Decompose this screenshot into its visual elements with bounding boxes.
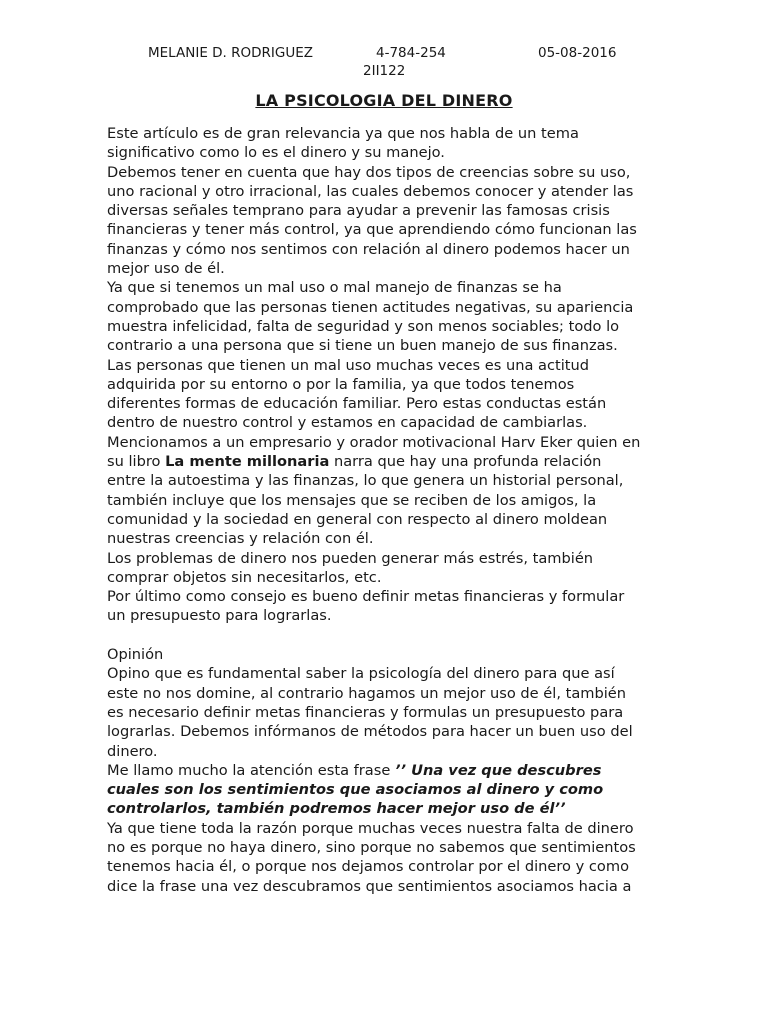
text-line: comunidad y la sociedad en general con respecto al dinero moldean: [107, 510, 608, 528]
opinion-line: lograrlas. Debemos infórmanos de métodos para hacer un buen uso del: [107, 723, 633, 741]
text-line: Los problemas de dinero nos pueden generar más estrés, también: [107, 549, 594, 567]
text-line: Ya que tiene toda la razón porque muchas veces nuestra falta de dinero: [107, 819, 634, 837]
text-line: mejor uso de él.: [107, 260, 225, 278]
text-line: Debemos tener en cuenta que hay dos tipos de creencias sobre su uso,: [107, 163, 631, 181]
text-line: muestra infelicidad, falta de seguridad y son menos sociables; todo lo: [107, 317, 620, 335]
text-line: dentro de nuestro control y estamos en capacidad de cambiarlas.: [107, 414, 588, 432]
opinion-line: es necesario definir metas financieras y formulas un presupuesto para: [107, 703, 624, 721]
book-mention-line: [107, 452, 667, 471]
text-line: Ya que si tenemos un mal uso o mal manejo de finanzas se ha: [107, 279, 562, 297]
text-line: entre la autoestima y las finanzas, lo que genera un historial personal,: [107, 472, 624, 490]
text-line: también incluye que los mensajes que se reciben de los amigos, la: [107, 491, 597, 509]
quote-line: controlarlos, también podremos hacer mejor uso de él’’: [107, 800, 566, 818]
document-date: 05-08-2016: [538, 45, 617, 61]
opinion-line: Opino que es fundamental saber la psicología del dinero para que así: [107, 665, 615, 683]
opinion-line: dinero.: [107, 742, 158, 760]
text-line: Este artículo es de gran relevancia ya que nos habla de un tema: [107, 125, 579, 142]
quote-intro: Me llamo mucho la atención esta frase: [107, 761, 395, 779]
text-line: finanzas y cómo nos sentimos con relación al dinero podemos hacer un: [107, 240, 630, 258]
student-group: 2II122: [363, 63, 406, 79]
opinion-line: este no nos domine, al contrario hagamos un mejor uso de él, también: [107, 684, 627, 702]
text-line: dice la frase una vez descubramos que sentimientos asociamos hacia a: [107, 877, 632, 895]
student-header: [0, 45, 768, 65]
text-line: diferentes formas de educación familiar. Pero estas conductas están: [107, 395, 607, 413]
book-line-after: narra que hay una profunda relación: [329, 453, 602, 471]
text-line: no es porque no haya dinero, sino porque no sabemos que sentimientos: [107, 838, 636, 856]
text-line: comprar objetos sin necesitarlos, etc.: [107, 568, 382, 586]
document-title: LA PSICOLOGIA DEL DINERO: [255, 91, 513, 110]
text-line: significativo como lo es el dinero y su manejo.: [107, 144, 445, 162]
text-line: contrario a una persona que si tiene un buen manejo de sus finanzas.: [107, 337, 618, 355]
book-title: La mente millonaria: [165, 453, 330, 471]
text-line: nuestras creencias y relación con él.: [107, 530, 374, 548]
document-body: [107, 124, 667, 896]
student-name: MELANIE D. RODRIGUEZ: [148, 45, 314, 61]
student-id: 4-784-254: [376, 45, 446, 61]
quote-intro-line: [107, 761, 667, 780]
text-line: un presupuesto para lograrlas.: [107, 607, 332, 625]
text-line: uno racional y otro irracional, las cuales debemos conocer y atender las: [107, 182, 634, 200]
text-line: Las personas que tienen un mal uso muchas veces es una actitud: [107, 356, 589, 374]
text-line: Mencionamos a un empresario y orador motivacional Harv Eker quien en: [107, 433, 641, 451]
blank-line: [107, 626, 667, 645]
quote-start: ’’ Una vez que descubres: [394, 761, 602, 779]
text-line: Por último como consejo es bueno definir metas financieras y formular: [107, 588, 625, 606]
text-line: adquirida por su entorno o por la familia, ya que todos tenemos: [107, 375, 575, 393]
opinion-heading: Opinión: [107, 646, 164, 664]
text-line: tenemos hacia él, o porque nos dejamos controlar por el dinero y como: [107, 858, 629, 876]
book-line-before: su libro: [107, 453, 166, 471]
text-line: financieras y tener más control, ya que aprendiendo cómo funcionan las: [107, 221, 637, 239]
text-line: comprobado que las personas tienen actitudes negativas, su apariencia: [107, 298, 634, 316]
quote-line: cuales son los sentimientos que asociamos al dinero y como: [107, 781, 604, 799]
text-line: diversas señales temprano para ayudar a prevenir las famosas crisis: [107, 202, 610, 220]
